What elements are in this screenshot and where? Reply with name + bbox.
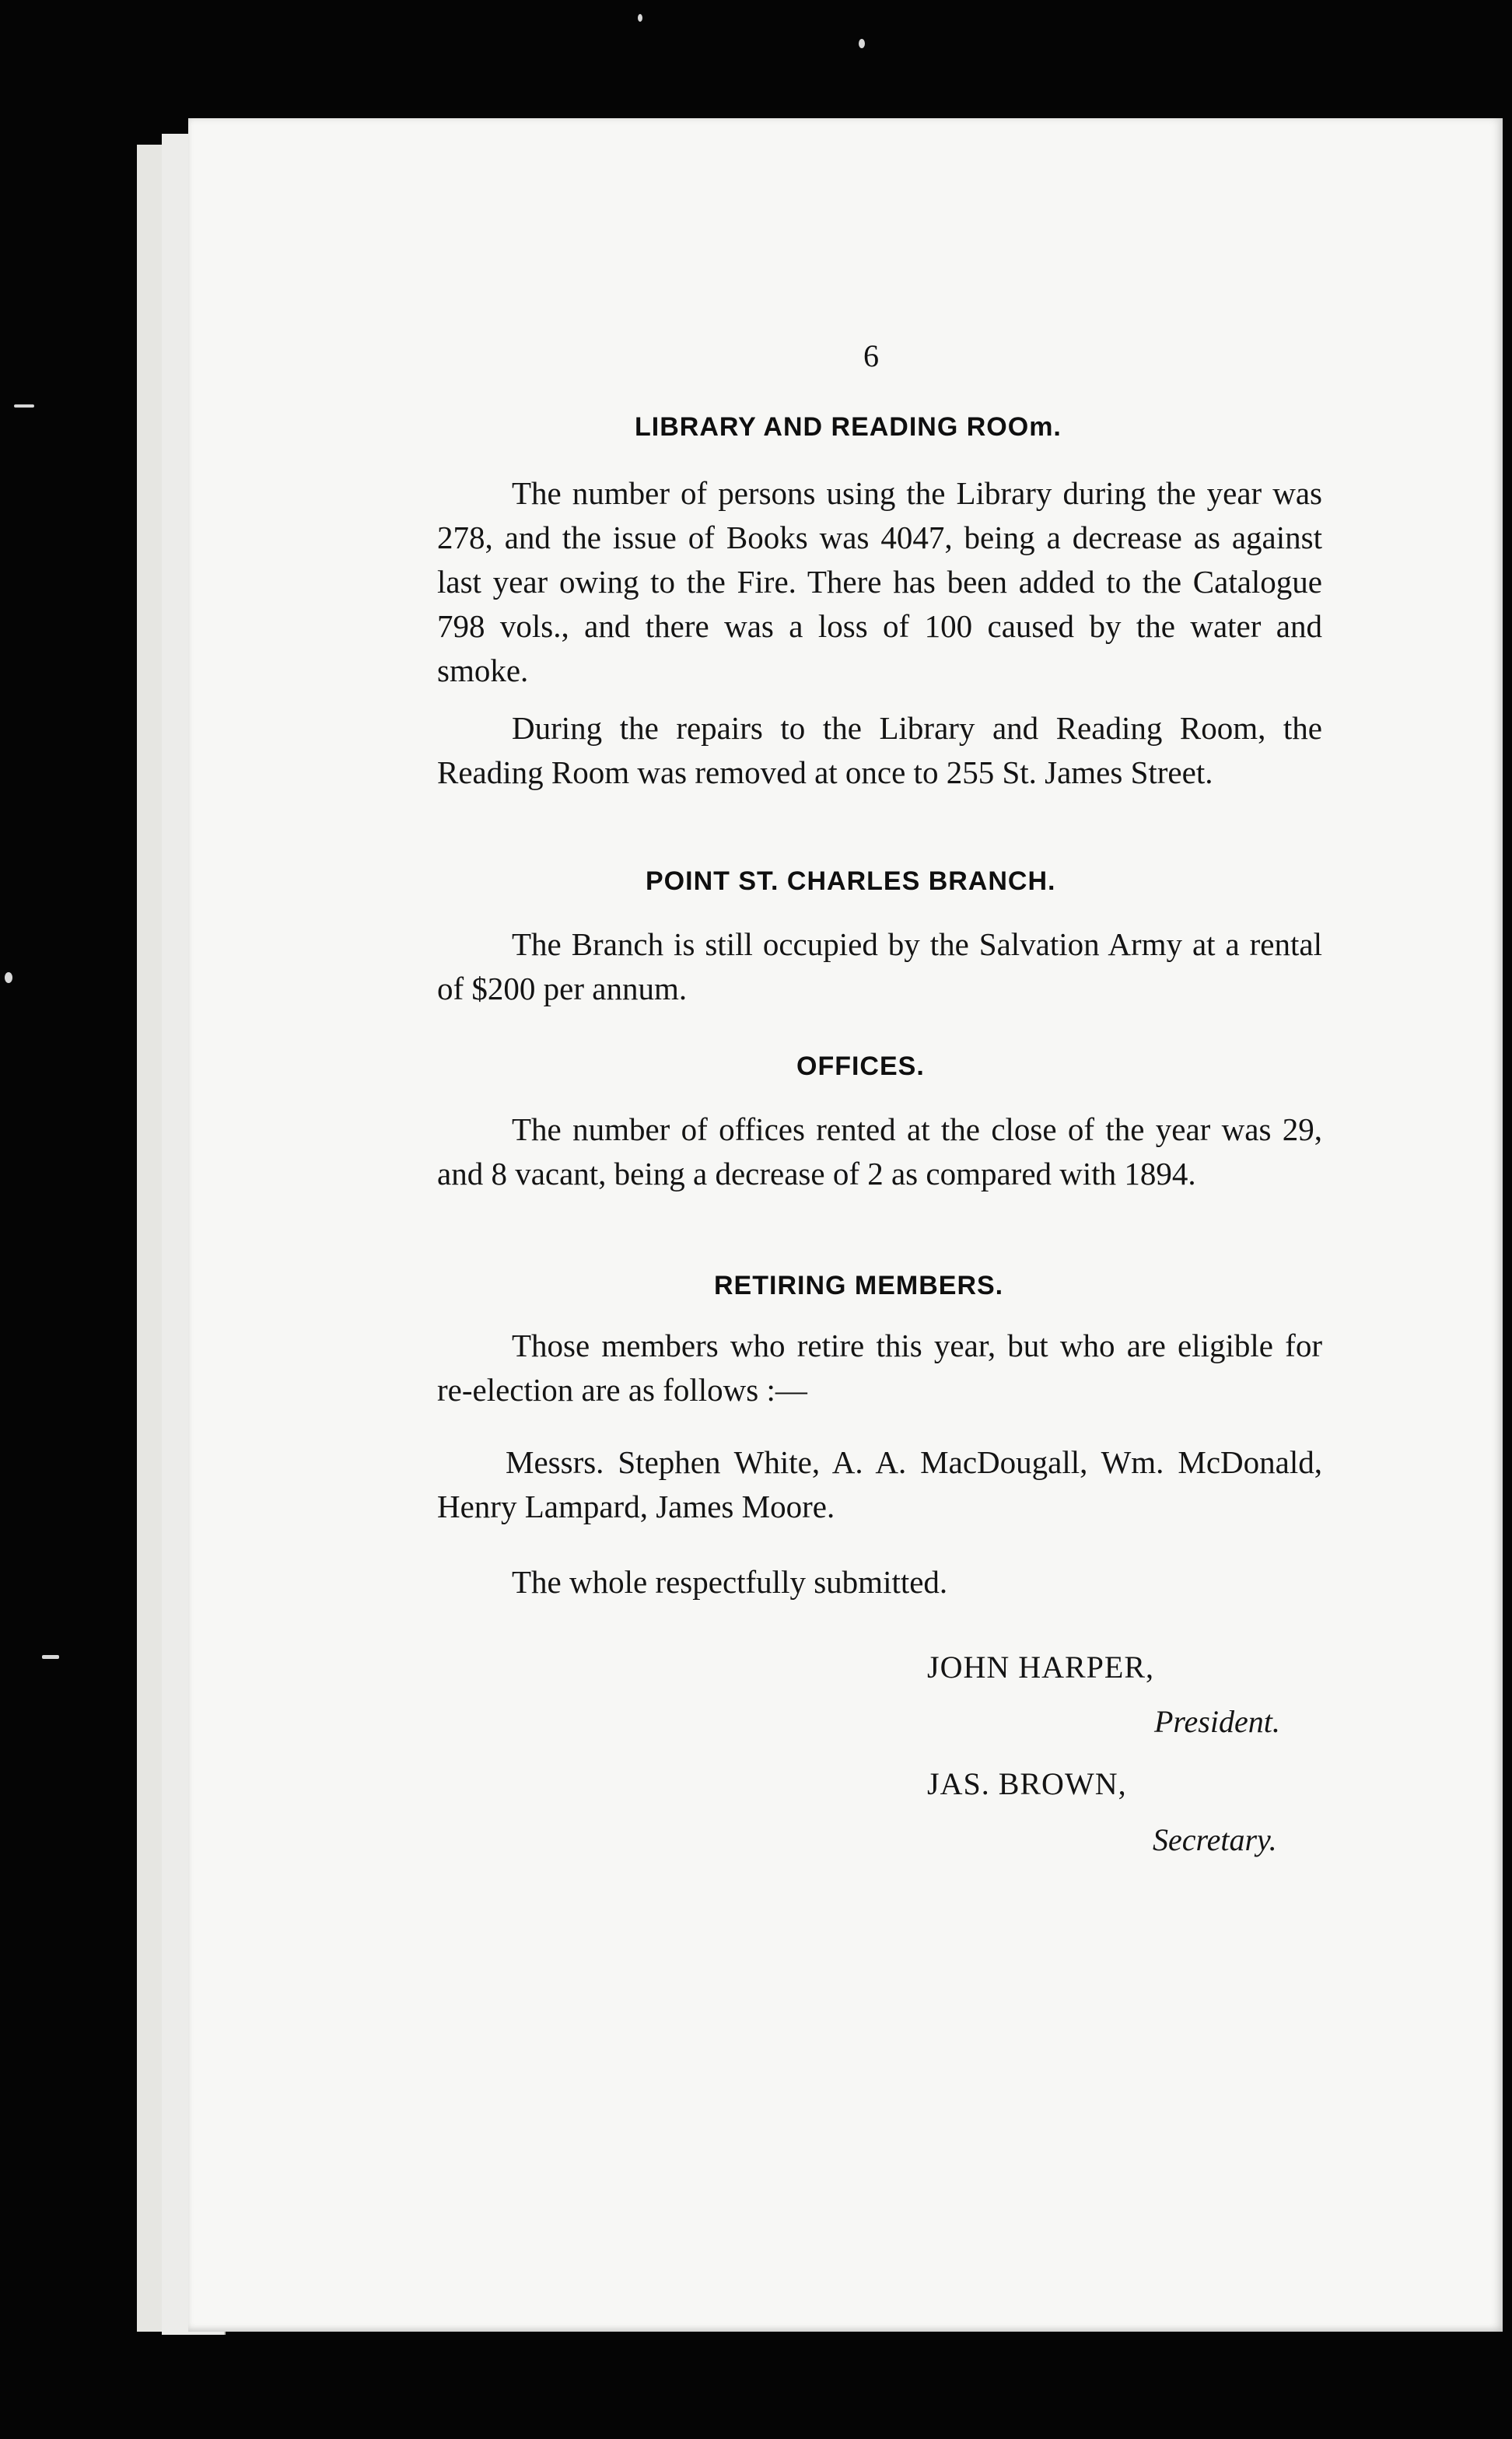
library-paragraph-2: During the repairs to the Library and Reading Room, the Reading Room was removed at once to 255 St. James Street.	[437, 710, 1322, 790]
library-paragraph-1: The number of persons using the Library during the year was 278, and the issue of Books was 4047, being a decrease as against last year owing to the Fire. There has been added to the Catalogue 798 vols., and there was a loss of 100 caused by the water and smoke.	[437, 475, 1322, 688]
point-st-charles-paragraph: The Branch is still occupied by the Salvation Army at a rental of $200 per annum.	[437, 926, 1322, 1006]
scan-speck	[5, 972, 12, 983]
section-heading-retiring-members: RETIRING MEMBERS.	[714, 1271, 1004, 1300]
section-heading-point-st-charles: POINT ST. CHARLES BRANCH.	[646, 866, 1056, 896]
retiring-members-paragraph-1: Those members who retire this year, but who are eligible for re-election are as follows :—	[437, 1328, 1322, 1408]
document-page	[188, 118, 1503, 2332]
scan-speck	[859, 39, 865, 48]
signatory-name-secretary: JAS. BROWN,	[927, 1766, 1127, 1801]
offices-paragraph: The number of offices rented at the close of the year was 29, and 8 vacant, being a decrease of 2 as compared with 1894.	[437, 1111, 1322, 1192]
scan-speck	[638, 14, 642, 22]
page-number: 6	[863, 338, 879, 373]
scan-speck	[14, 404, 34, 408]
section-heading-library: LIBRARY AND READING ROOm.	[635, 412, 1062, 442]
signatory-name-president: JOHN HARPER,	[927, 1650, 1155, 1685]
section-heading-offices: OFFICES.	[796, 1052, 925, 1081]
signatory-title-president: President.	[1154, 1704, 1280, 1739]
signatory-title-secretary: Secretary.	[1153, 1822, 1277, 1857]
retiring-members-list: Messrs. Stephen White, A. A. MacDougall, Wm. McDonald, Henry Lampard, James Moore.	[437, 1444, 1322, 1524]
closing-statement: The whole respectfully submitted.	[512, 1564, 948, 1600]
scan-speck	[42, 1655, 59, 1659]
